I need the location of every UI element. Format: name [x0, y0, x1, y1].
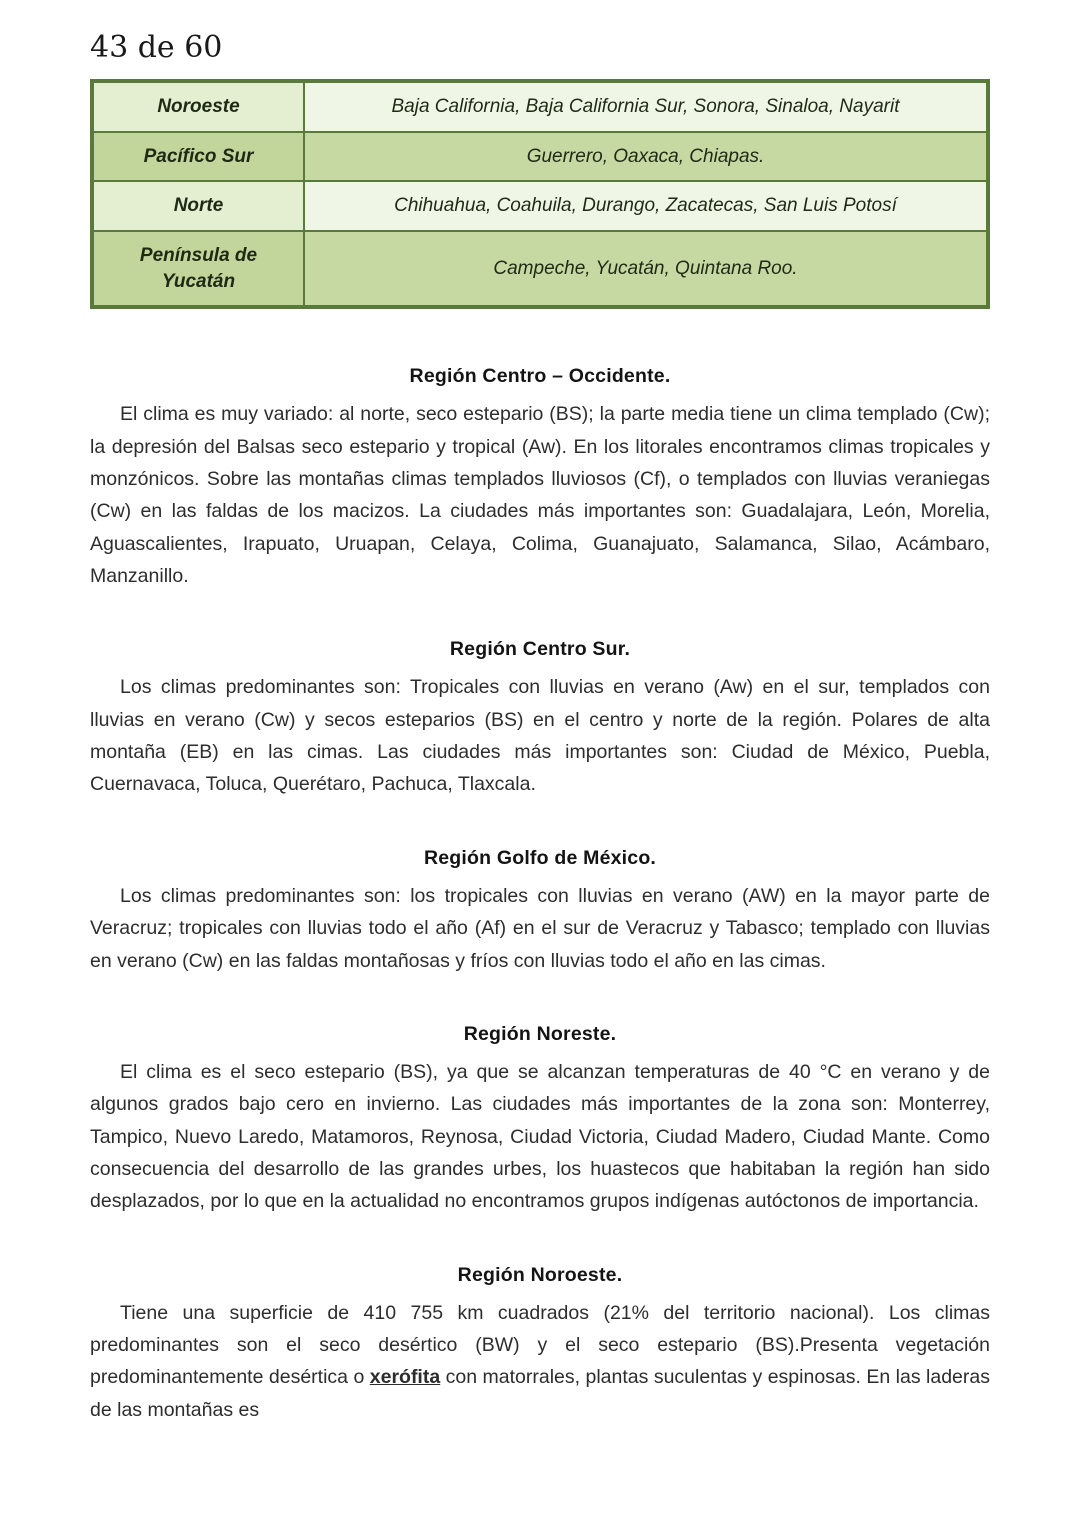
section-paragraph: El clima es el seco estepario (BS), ya que se alcanzan temperaturas de 40 °C en verano y de algunos grados bajo cero en invierno. Las ciudades más importantes de la zona son: Monterrey, Tampico, Nuevo Laredo, Matamoros, Reynosa, Ciudad Victoria, Ciudad Madero, Ciudad Mante. Como consecuencia del desarrollo de las grandes urbes, los huastecos que habitaban la región han sido desplazados, por lo que en la actualidad no encontramos grupos indígenas autóctonos de importancia. [90, 1060, 990, 1213]
region-states-cell: Campeche, Yucatán, Quintana Roo. [304, 231, 988, 307]
region-name-cell: Península de Yucatán [92, 231, 304, 307]
section-heading: Región Noreste. [463, 1022, 617, 1045]
section-region-noroeste [90, 1264, 990, 1426]
regions-table [90, 79, 990, 309]
section-paragraph: Los climas predominantes son: los tropicales con lluvias en verano (AW) en la mayor parte de Veracruz; tropicales con lluvias todo el año (Af) en el sur de Veracruz y Tabasco; templado con lluvias en verano (Cw) en las faldas montañosas y fríos con lluvias todo el año en las cimas. [90, 884, 990, 972]
table-row [92, 81, 988, 132]
section-paragraph [90, 1297, 990, 1426]
region-name-cell: Norte [92, 181, 304, 231]
section-region-centro-sur [90, 638, 990, 800]
sections-container [90, 365, 990, 1426]
table-row [92, 132, 988, 182]
table-row [92, 181, 988, 231]
region-states-cell: Guerrero, Oaxaca, Chiapas. [304, 132, 988, 182]
paragraph-text: con matorrales, plantas suculentas y espinosas. En las laderas de las montañas es [90, 1366, 990, 1421]
section-heading: Región Centro – Occidente. [409, 365, 671, 388]
section-paragraph: El clima es muy variado: al norte, seco estepario (BS); la parte media tiene un clima templado (Cw); la depresión del Balsas seco estepario y tropical (Aw). En los litorales encontramos climas tropicales y monzónicos. Sobre las montañas climas templados lluviosos (Cf), o templados con lluvias veraniegas (Cw) en las faldas de los macizos. La ciudades más importantes son: Guadalajara, León, Morelia, Aguascalientes, Irapuato, Uruapan, Celaya, Colima, Guanajuato, Salamanca, Silao, Acámbaro, Manzanillo. [90, 403, 990, 587]
region-states-cell: Chihuahua, Coahuila, Durango, Zacatecas, San Luis Potosí [304, 181, 988, 231]
section-region-centro-occidente [90, 365, 990, 592]
table-row [92, 231, 988, 307]
paragraph-text: Tiene una superficie de 410 755 km cuadrados (21% del territorio nacional). Los climas predominantes son el seco desértico (BW) y el seco estepario (BS).Presenta vegetación predominantemente desértica o [90, 1301, 990, 1389]
section-region-golfo-de-mexico [90, 847, 990, 977]
region-name-cell: Noroeste [92, 81, 304, 132]
section-region-noreste [90, 1023, 990, 1218]
region-states-cell: Baja California, Baja California Sur, Sonora, Sinaloa, Nayarit [304, 81, 988, 132]
page-indicator: 43 de 60 [90, 30, 223, 65]
section-heading: Región Noroeste. [457, 1263, 623, 1286]
section-heading: Región Golfo de México. [423, 846, 657, 869]
term-xerofita: xerófita [369, 1366, 441, 1389]
region-name-cell: Pacífico Sur [92, 132, 304, 182]
section-heading: Región Centro Sur. [449, 638, 631, 661]
section-paragraph: Los climas predominantes son: Tropicales con lluvias en verano (Aw) en el sur, templados con lluvias en verano (Cw) y secos esteparios (BS) en el centro y norte de la región. Polares de alta montaña (EB) en las cimas. Las ciudades más importantes son: Ciudad de México, Puebla, Cuernavaca, Toluca, Querétaro, Pachuca, Tlaxcala. [90, 676, 990, 796]
